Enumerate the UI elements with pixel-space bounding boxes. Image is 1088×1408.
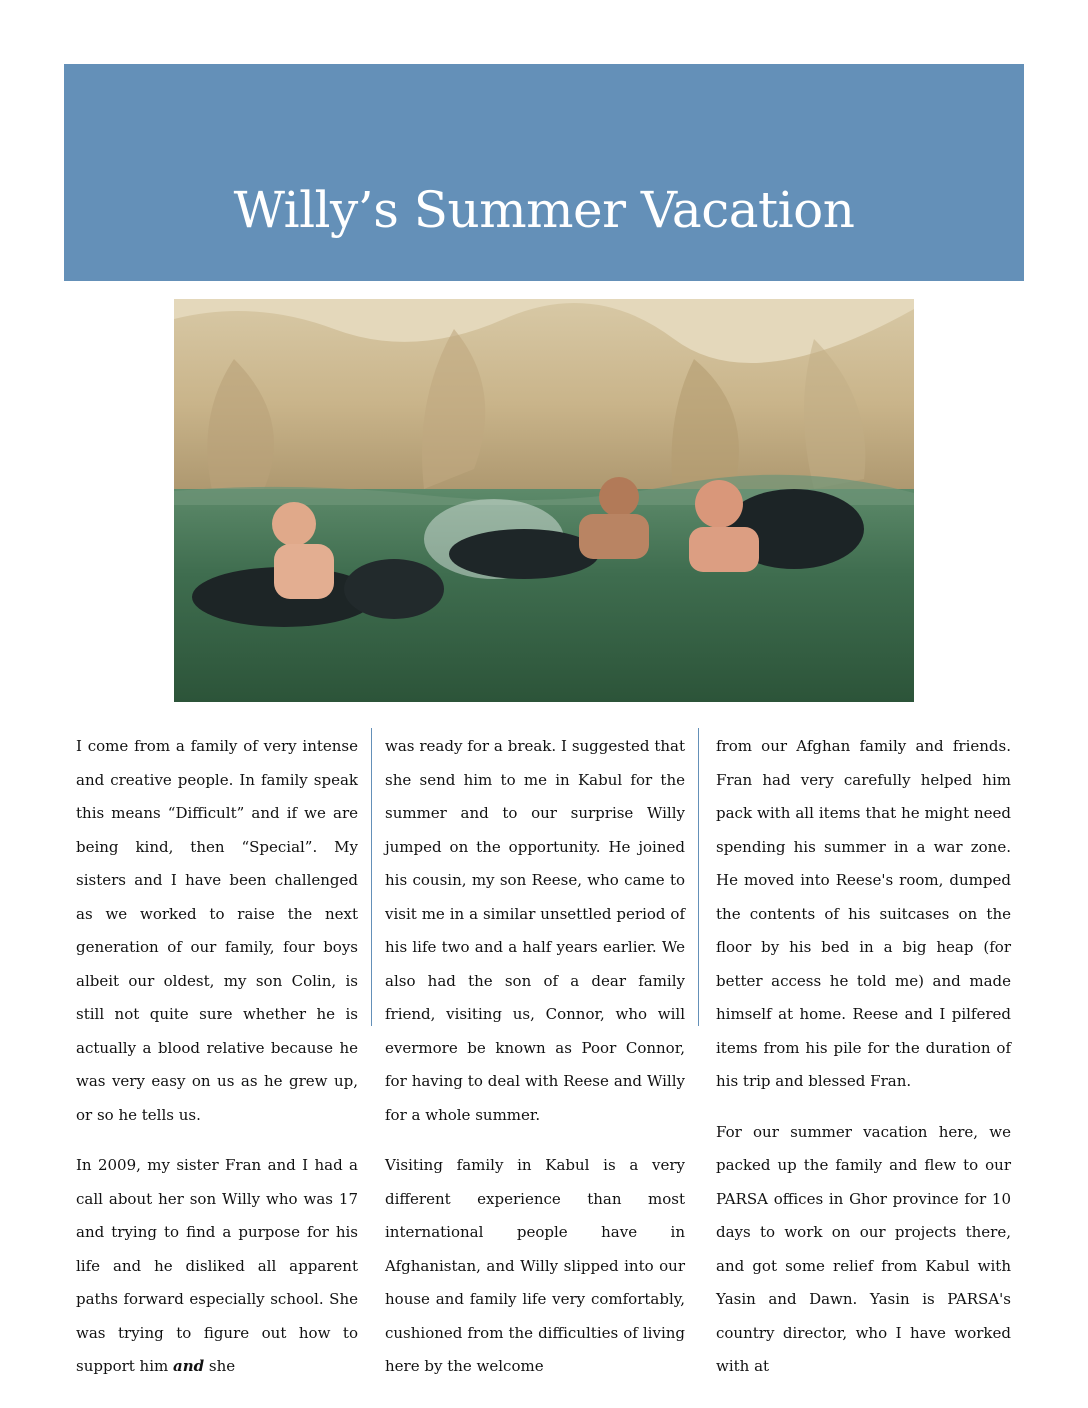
- paragraph: from our Afghan family and friends. Fran had very carefully helped him pack with all items that he might need spending his summer in a war zone. He moved into Reese's room, dumped the contents of his suitcases on the floor by his bed in a big heap (for better access he told me) and made himself at home. Reese and I pilfered items from his pile for the duration of his trip and blessed Fran.: [716, 737, 1011, 1090]
- paragraph: [76, 1149, 358, 1384]
- column-divider: [371, 728, 372, 1026]
- paragraph: I come from a family of very intense and creative people. In family speak this means “Difficult” and if we are being kind, then “Special”. My sisters and I have been challenged as we worked to raise the next generation of our family, four boys albeit our oldest, my son Colin, is still not quite sure whether he is actually a blood relative because he was very easy on us as he grew up, or so he tells us.: [76, 737, 358, 1124]
- paragraph: For our summer vacation here, we packed up the family and flew to our PARSA offices in Ghor province for 10 days to work on our projects there, and got some relief from Kabul with Yasin and Dawn. Yasin is PARSA's country director, who I have worked with at: [716, 1122, 1011, 1375]
- title-banner: [64, 64, 1024, 281]
- column-divider: [698, 728, 699, 1026]
- photo-image: [174, 299, 914, 702]
- text-column-1: [76, 730, 358, 1401]
- text-column-3: [716, 730, 1011, 1401]
- paragraph-text: In 2009, my sister Fran and I had a call about her son Willy who was 17 and trying to find a purpose for his life and he disliked all apparent paths forward especially school. She was trying to figure out how to support him: [76, 1156, 358, 1375]
- text-column-2: [385, 730, 685, 1401]
- paragraph: was ready for a break. I suggested that she send him to me in Kabul for the summer and to our surprise Willy jumped on the opportunity. He joined his cousin, my son Reese, who came to visit me in a similar unsettled period of his life two and a half years earlier. We also had the son of a dear family friend, visiting us, Connor, who will evermore be known as Poor Connor, for having to deal with Reese and Willy for a whole summer.: [385, 737, 685, 1124]
- paragraph: Visiting family in Kabul is a very different experience than most international people have in Afghanistan, and Willy slipped into our house and family life very comfortably, cushioned from the difficulties of living here by the welcome: [385, 1156, 685, 1375]
- paragraph-tail: she: [204, 1357, 236, 1375]
- emphasis-text: and: [173, 1357, 205, 1375]
- page-title: Willy’s Summer Vacation: [233, 181, 855, 239]
